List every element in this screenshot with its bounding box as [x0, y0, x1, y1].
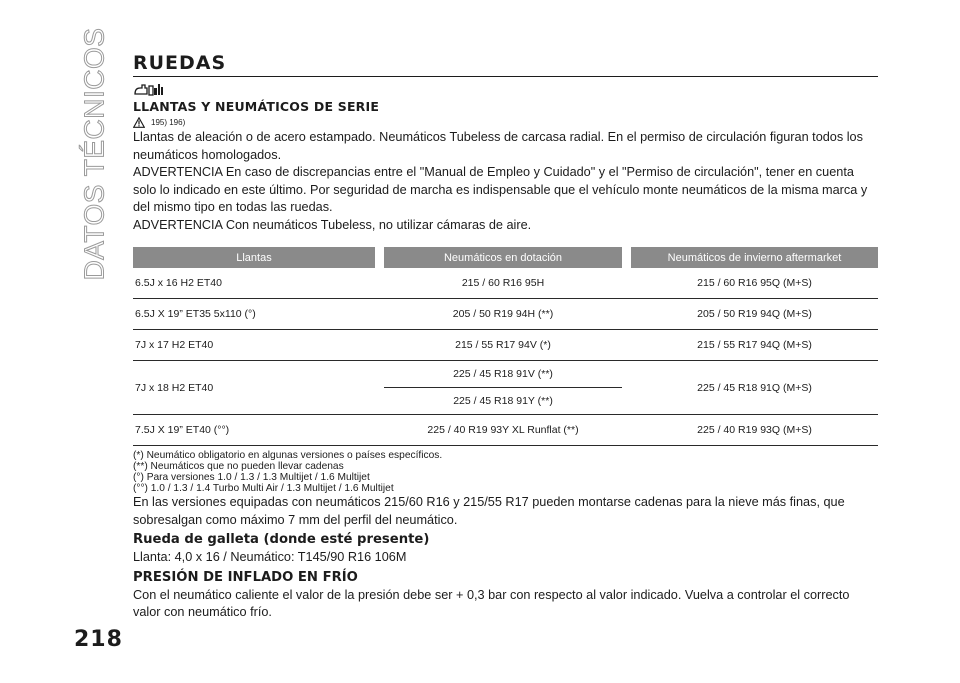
tyre-table: [133, 247, 878, 446]
header-rims: Llantas: [133, 247, 375, 268]
spare-wheel-title: Rueda de galleta (donde esté presente): [133, 532, 430, 547]
icon-row: [133, 82, 878, 98]
table-row: 6.5J X 19” ET35 5x110 (°) 205 / 50 R19 94H (**) 205 / 50 R19 94Q (M+S): [133, 299, 878, 330]
engine-variant-icon: [133, 82, 167, 98]
side-section-title-text: DATOS TÉCNICOS: [78, 27, 110, 281]
paragraph-rims: Llantas de aleación o de acero estampado. Neumáticos Tubeless de carcasa radial. En el permiso de circulación figuran todos los neumáticos homologados.: [133, 130, 863, 162]
table-footnotes: [133, 450, 878, 494]
table-row: 7J x 17 H2 ET40 215 / 55 R17 94V (*) 215 / 55 R17 94Q (M+S): [133, 330, 878, 361]
footnote: (**) Neumáticos que no pueden llevar cadenas: [133, 461, 344, 472]
spare-wheel-spec: Llanta: 4,0 x 16 / Neumático: T145/90 R16 106M: [133, 550, 407, 564]
paragraph-warning-tubeless: ADVERTENCIA Con neumáticos Tubeless, no utilizar cámaras de aire.: [133, 217, 532, 232]
paragraph-warning-discrepancy: ADVERTENCIA En caso de discrepancias entre el "Manual de Empleo y Cuidado" y el "Permiso de circulación", tener en cuenta solo lo indicado en este último. Por seguridad de marcha es indispensable que el vehículo monte neumáticos de la misma marca y del mismo tipo en todas las ruedas.: [133, 165, 868, 214]
tyre-table-header: [133, 247, 878, 268]
footnote: (*) Neumático obligatorio en algunas versiones o países específicos.: [133, 450, 443, 461]
footnote: (°) Para versiones 1.0 / 1.3 / 1.3 Multijet / 1.6 Multijet: [133, 472, 370, 483]
header-winter-tyres: Neumáticos de invierno aftermarket: [631, 247, 878, 268]
main-content: [133, 52, 878, 622]
warning-references: 195) 196): [151, 117, 186, 127]
table-row: 7J x 18 H2 ET40 225 / 45 R18 91V (**) 225 / 45 R18 91Q (M+S): [133, 361, 878, 388]
footnote: (°°) 1.0 / 1.3 / 1.4 Turbo Multi Air / 1.3 Multijet / 1.6 Multijet: [133, 483, 394, 494]
section-title: RUEDAS: [133, 52, 227, 74]
side-section-title: [74, 27, 114, 281]
table-row: 7.5J X 19” ET40 (°°) 225 / 40 R19 93Y XL Runflat (**) 225 / 40 R19 93Q (M+S): [133, 415, 878, 446]
title-divider: [133, 76, 878, 77]
table-row: 6.5J x 16 H2 ET40 215 / 60 R16 95H 215 / 60 R16 95Q (M+S): [133, 268, 878, 299]
warning-reference-row: [133, 115, 878, 129]
page-number: 218: [74, 627, 123, 652]
table-subrow: 225 / 45 R18 91Y (**): [133, 388, 878, 415]
paragraph-snow-chains: En las versiones equipadas con neumáticos 215/60 R16 y 215/55 R17 pueden montarse cadenas para la nieve más finas, que sobresalgan como máximo 7 mm del perfil del neumático.: [133, 495, 845, 527]
pressure-text: Con el neumático caliente el valor de la presión debe ser + 0,3 bar con respecto al valor indicado. Vuelva a controlar el correcto valor con neumático frío.: [133, 587, 850, 619]
header-standard-tyres: Neumáticos en dotación: [384, 247, 622, 268]
warning-triangle-icon: [133, 117, 145, 128]
subsection-title: LLANTAS Y NEUMÁTICOS DE SERIE: [133, 99, 380, 114]
pressure-title: PRESIÓN DE INFLADO EN FRÍO: [133, 569, 358, 585]
